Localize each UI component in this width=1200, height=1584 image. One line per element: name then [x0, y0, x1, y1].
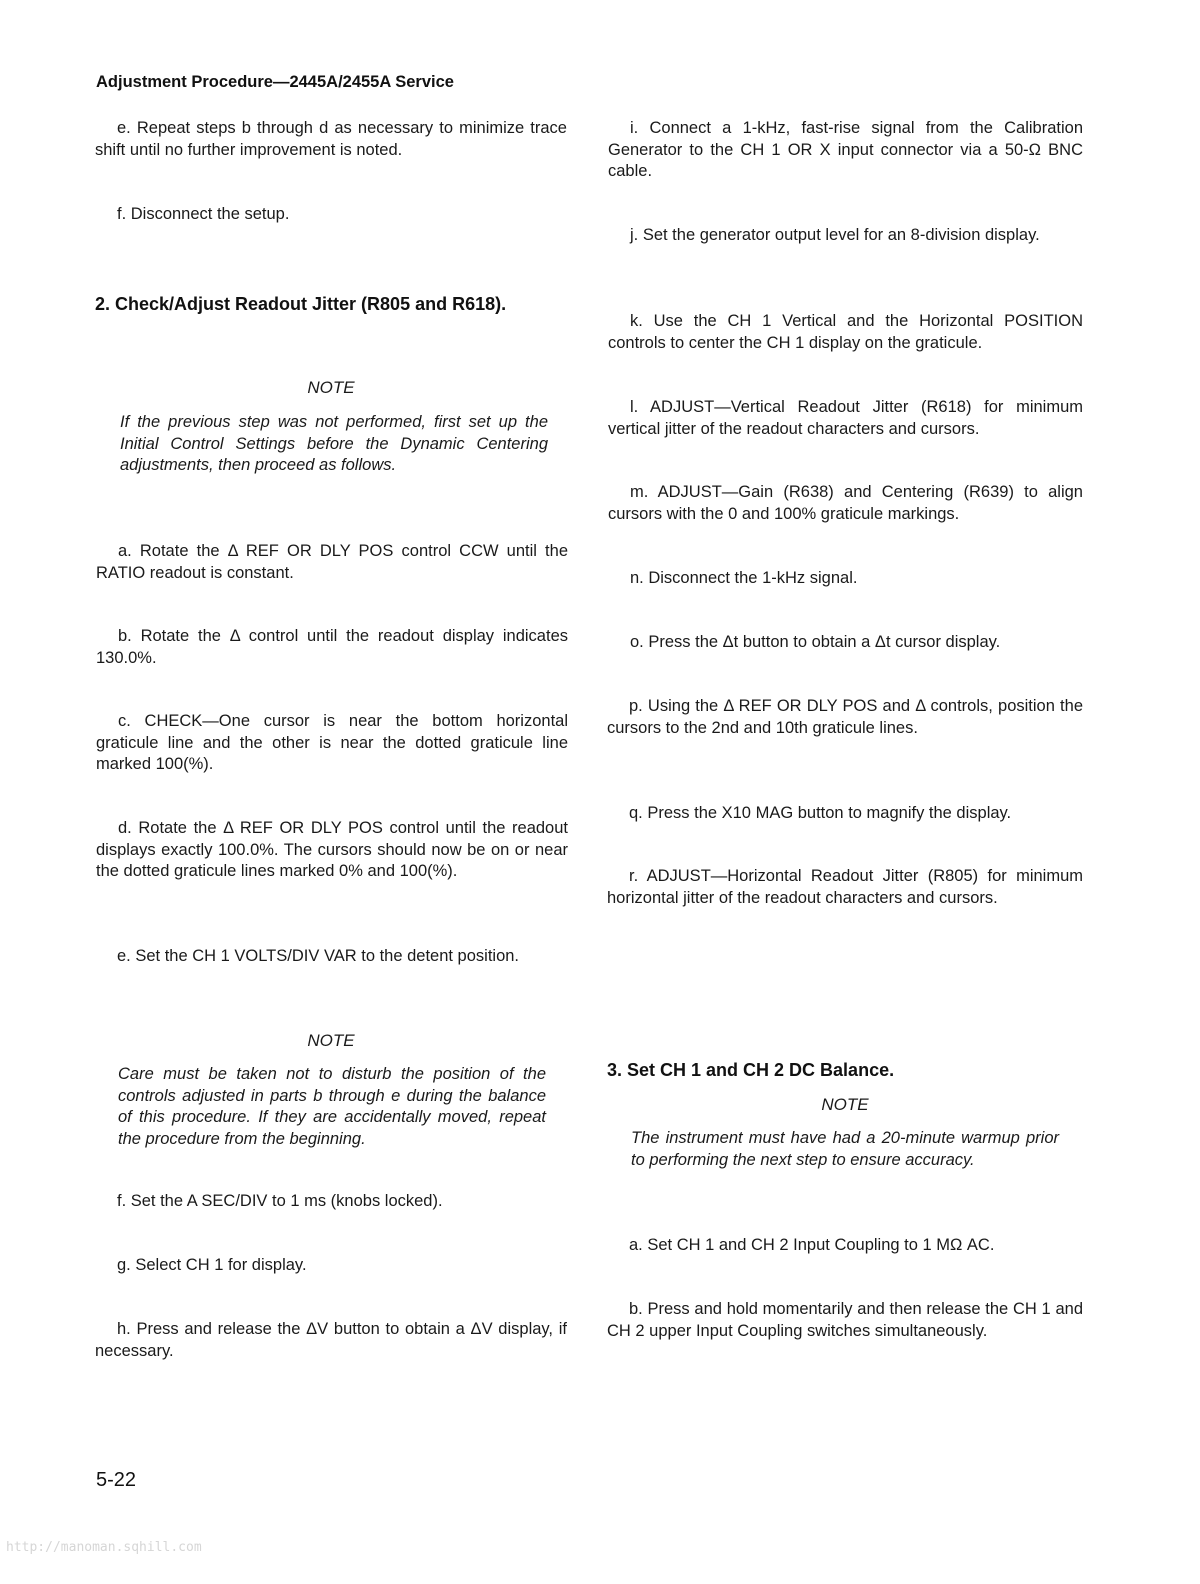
step-e-repeat: e. Repeat steps b through d as necessary to minimize trace shift until no further improvement is noted.	[95, 119, 567, 159]
step-f-disconnect: f. Disconnect the setup.	[117, 205, 290, 223]
step-p-using: p. Using the Δ REF OR DLY POS and Δ controls, position the cursors to the 2nd and 10th graticule lines.	[607, 697, 1083, 737]
step-n-disconnect: n. Disconnect the 1-kHz signal.	[630, 569, 858, 587]
step-d-rotate: d. Rotate the Δ REF OR DLY POS control until the readout displays exactly 100.0%. The cursors should now be on or near the dotted graticule lines marked 0% and 100(%).	[96, 819, 568, 880]
step-a-rotate: a. Rotate the Δ REF OR DLY POS control CCW until the RATIO readout is constant.	[96, 542, 568, 582]
note-2-body: Care must be taken not to disturb the position of the controls adjusted in parts b through e during the balance of this procedure. If they are accidentally moved, repeat the procedure from the beginning.	[118, 1065, 546, 1148]
step-e-set: e. Set the CH 1 VOLTS/DIV VAR to the detent position.	[117, 947, 520, 965]
note-1-title: NOTE	[307, 378, 355, 397]
watermark-url: http://manoman.sqhill.com	[6, 1540, 202, 1555]
step-c-check: c. CHECK—One cursor is near the bottom horizontal graticule line and the other is near the dotted graticule line marked 100(%).	[96, 712, 568, 773]
note-1-body: If the previous step was not performed, first set up the Initial Control Settings before the Dynamic Centering adjustments, then proceed as follows.	[120, 413, 548, 474]
note-3-body: The instrument must have had a 20-minute warmup prior to performing the next step to ensure accuracy.	[631, 1129, 1059, 1169]
step-k-use: k. Use the CH 1 Vertical and the Horizontal POSITION controls to center the CH 1 display on the graticule.	[608, 312, 1083, 352]
step-m-adjust: m. ADJUST—Gain (R638) and Centering (R639) to align cursors with the 0 and 100% graticule markings.	[608, 483, 1083, 523]
section-2-heading: 2. Check/Adjust Readout Jitter (R805 and R618).	[95, 294, 507, 314]
step-r-adjust: r. ADJUST—Horizontal Readout Jitter (R805) for minimum horizontal jitter of the readout characters and cursors.	[607, 867, 1083, 907]
step-g-select: g. Select CH 1 for display.	[117, 1256, 307, 1274]
step-i-connect: i. Connect a 1-kHz, fast-rise signal from the Calibration Generator to the CH 1 OR X input connector via a 50-Ω BNC cable.	[608, 119, 1083, 180]
step-j-set: j. Set the generator output level for an 8-division display.	[630, 226, 1040, 244]
step-l-adjust: l. ADJUST—Vertical Readout Jitter (R618) for minimum vertical jitter of the readout characters and cursors.	[608, 398, 1083, 438]
note-2-title: NOTE	[307, 1031, 355, 1050]
step-h-press: h. Press and release the ΔV button to obtain a ΔV display, if necessary.	[95, 1320, 567, 1360]
page-header: Adjustment Procedure—2445A/2455A Service	[96, 73, 454, 91]
page-number: 5-22	[96, 1469, 137, 1491]
step-b-rotate: b. Rotate the Δ control until the readout display indicates 130.0%.	[96, 627, 568, 667]
section-3-heading: 3. Set CH 1 and CH 2 DC Balance.	[607, 1060, 895, 1080]
step-q-press: q. Press the X10 MAG button to magnify the display.	[629, 804, 1012, 822]
note-3-title: NOTE	[821, 1095, 869, 1114]
step-o-press: o. Press the Δt button to obtain a Δt cursor display.	[630, 633, 1001, 651]
step-b3-press: b. Press and hold momentarily and then release the CH 1 and CH 2 upper Input Coupling switches simultaneously.	[607, 1300, 1083, 1340]
step-f-set: f. Set the A SEC/DIV to 1 ms (knobs locked).	[117, 1192, 443, 1210]
step-a3-set: a. Set CH 1 and CH 2 Input Coupling to 1 MΩ AC.	[629, 1236, 995, 1254]
